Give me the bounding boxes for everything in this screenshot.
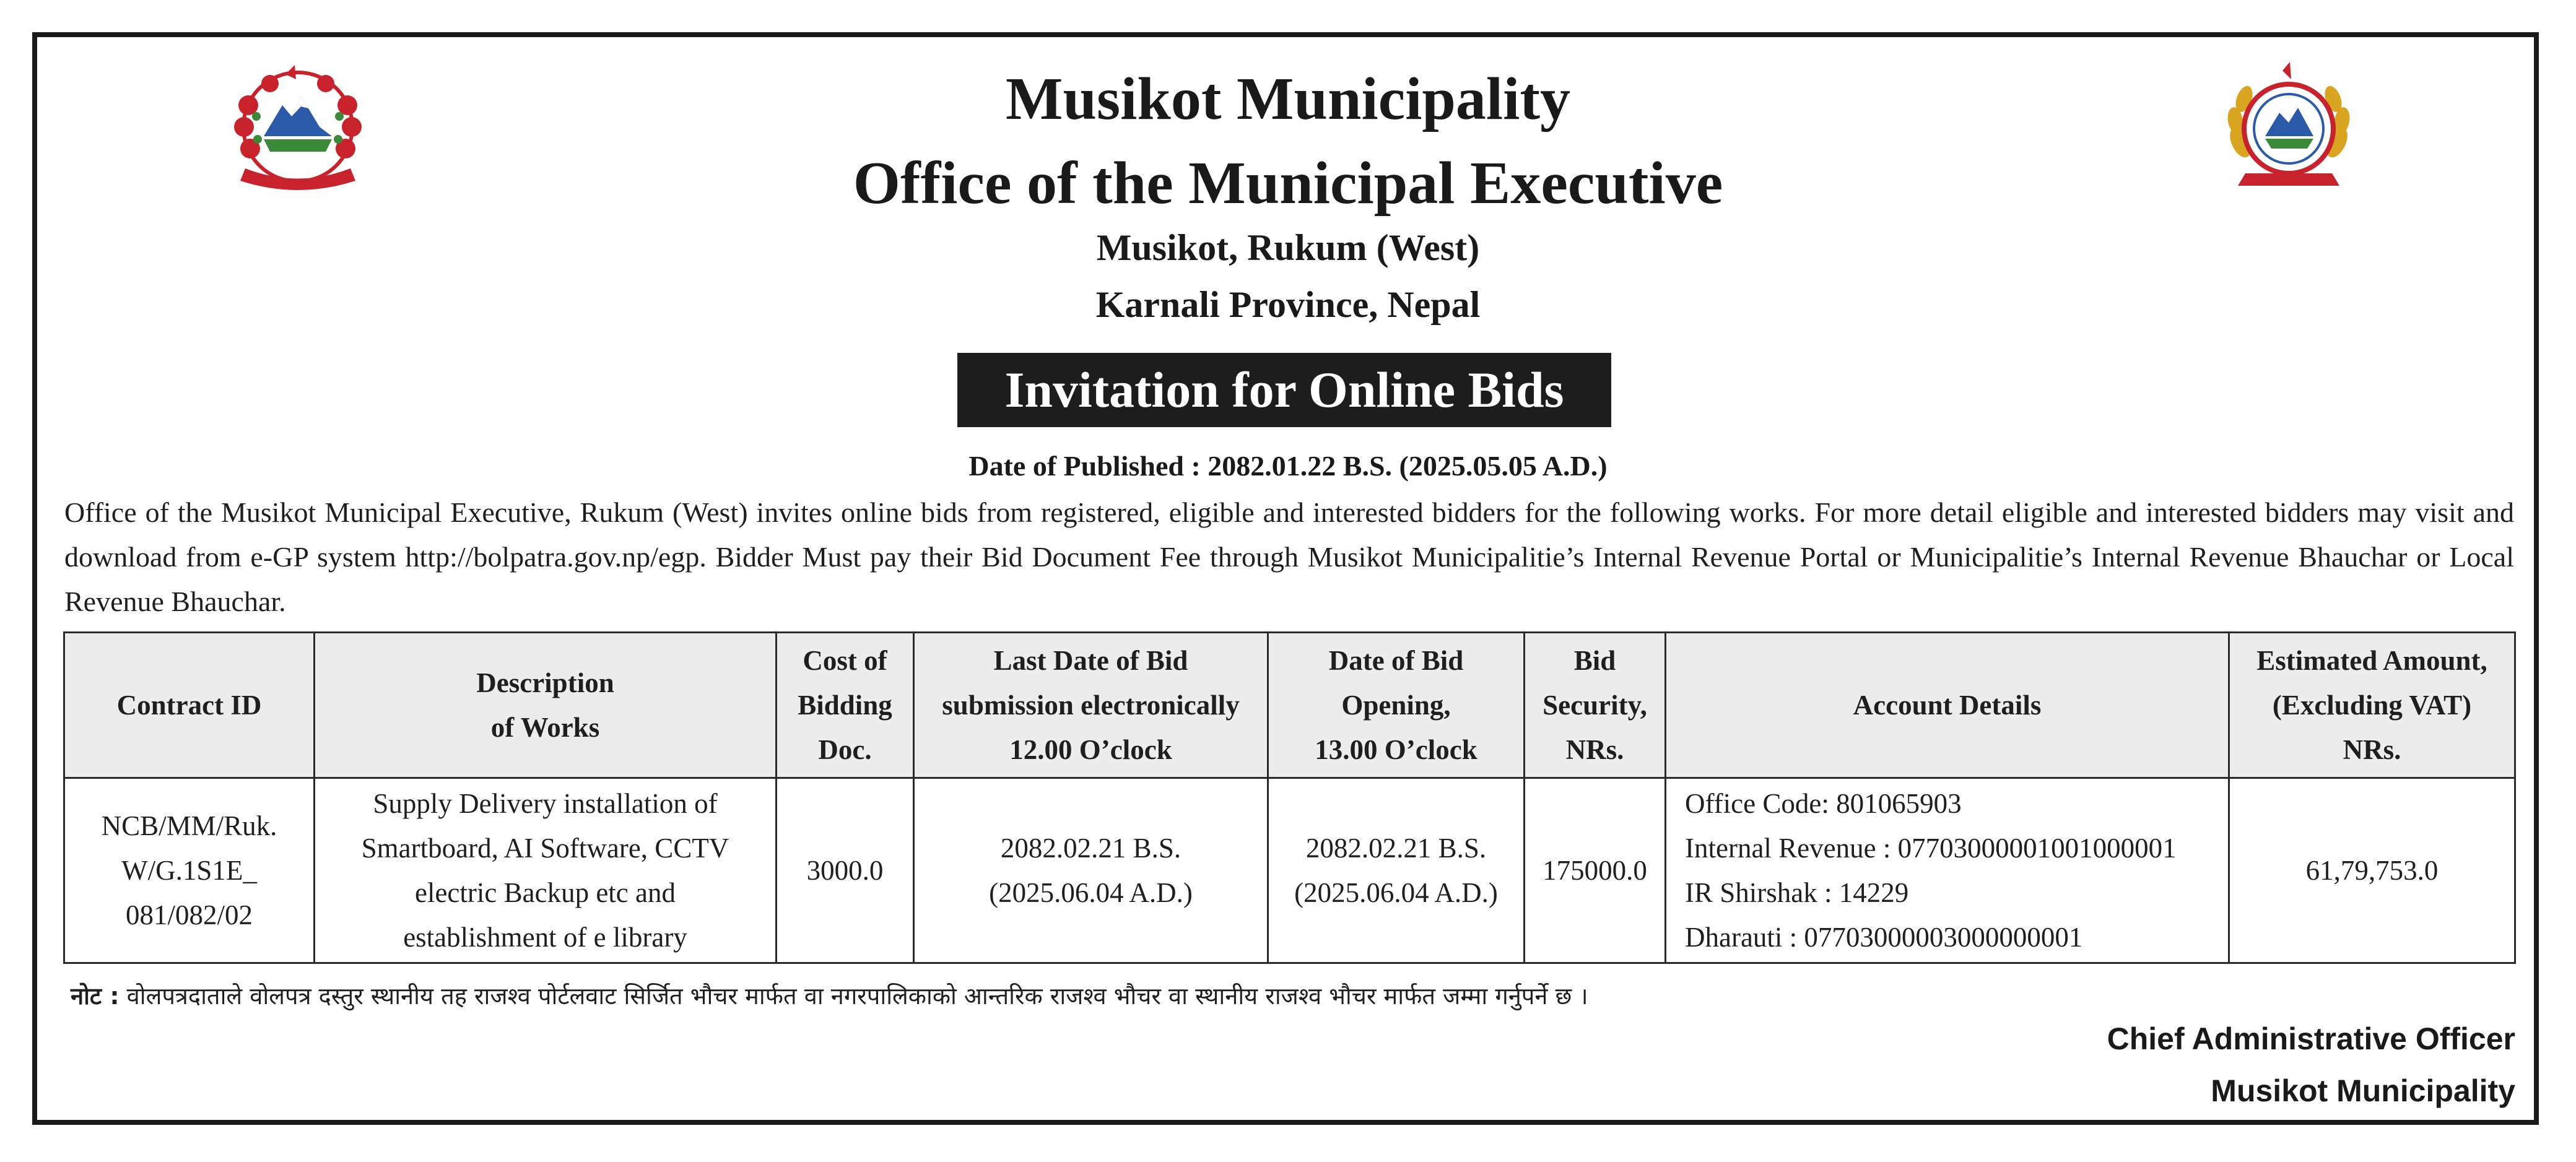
cell-description: Supply Delivery installation of Smartboard, AI Software, CCTV electric Backup etc and establishment of e library	[315, 778, 777, 963]
office-name: Office of the Municipal Executive	[853, 150, 1723, 217]
header-description: Description of Works	[315, 633, 777, 778]
signatory-org: Musikot Municipality	[2211, 1073, 2515, 1108]
header-bid-security: Bid Security, NRs.	[1525, 633, 1666, 778]
header-opening-date: Date of Bid Opening, 13.00 O’clock	[1268, 633, 1525, 778]
table-header-row	[64, 633, 2515, 778]
cell-opening-date: 2082.02.21 B.S. (2025.06.04 A.D.)	[1268, 778, 1525, 963]
note-label: नोट :	[71, 982, 120, 1010]
cell-estimated-amount: 61,79,753.0	[2229, 778, 2515, 963]
cell-account-details: Office Code: 801065903 Internal Revenue : 07703000001001000001 IR Shirshak : 14229 Dharauti : 07703000003000000001	[1666, 778, 2229, 963]
cell-bid-security: 175000.0	[1525, 778, 1666, 963]
intro-paragraph: Office of the Musikot Municipal Executive, Rukum (West) invites online bids from registered, eligible and interested bidders for the following works. For more detail eligible and interested bidders may visit and download from e-GP system http://bolpatra.gov.np/egp. Bidder Must pay their Bid Document Fee through Musikot Municipalitie’s Internal Revenue Portal or Municipalitie’s Internal Revenue Bhauchar or Local Revenue Bhauchar.	[64, 496, 2514, 617]
publication-date: Date of Published : 2082.01.22 B.S. (2025.05.05 A.D.)	[968, 450, 1608, 482]
cell-contract-id: NCB/MM/Ruk. W/G.1S1E_ 081/082/02	[64, 778, 315, 963]
nepali-note	[71, 974, 1588, 1018]
cell-cost: 3000.0	[777, 778, 914, 963]
office-location: Musikot, Rukum (West)	[1096, 227, 1480, 268]
table-row	[64, 778, 2515, 963]
notice-title-banner: Invitation for Online Bids	[957, 353, 1611, 427]
signatory-title: Chief Administrative Officer	[2107, 1021, 2515, 1056]
note-text: वोलपत्रदाताले वोलपत्र दस्तुर स्थानीय तह राजश्व पोर्टलवाट सिर्जित भौचर मार्फत वा नगरपालिकाको आन्तरिक राजश्व भौचर वा स्थानीय राजश्व भौचर मार्फत जम्मा गर्नुपर्ने छ ।	[126, 982, 1588, 1010]
province-name: Karnali Province, Nepal	[1095, 284, 1481, 325]
header-last-date: Last Date of Bid submission electronically 12.00 O’clock	[914, 633, 1268, 778]
header-estimated-amount: Estimated Amount, (Excluding VAT) NRs.	[2229, 633, 2515, 778]
bid-table	[63, 631, 2516, 964]
header-cost: Cost of Bidding Doc.	[777, 633, 914, 778]
header-account-details: Account Details	[1666, 633, 2229, 778]
cell-last-date: 2082.02.21 B.S. (2025.06.04 A.D.)	[914, 778, 1268, 963]
municipality-name: Musikot Municipality	[1005, 66, 1571, 132]
header-contract-id: Contract ID	[64, 633, 315, 778]
